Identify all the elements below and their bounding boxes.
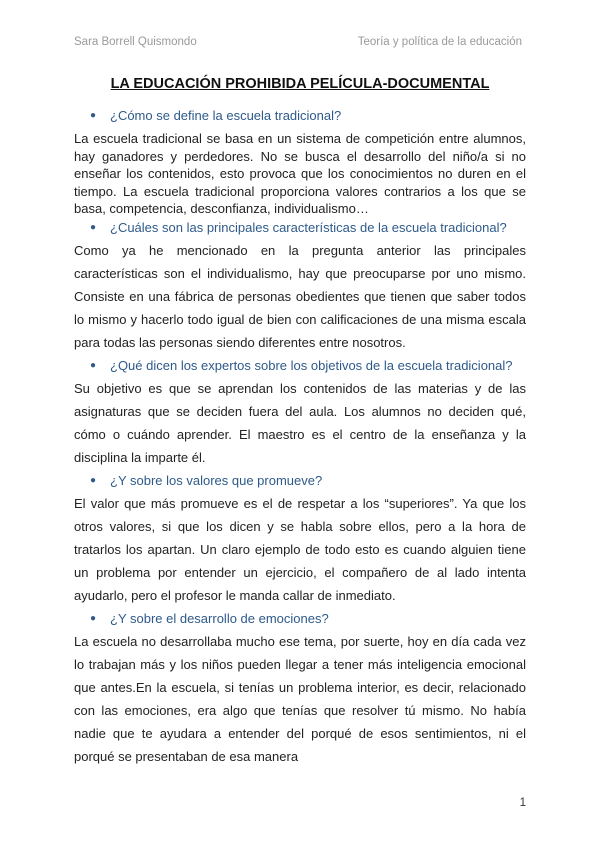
question-text: ¿Y sobre el desarrollo de emociones? — [110, 610, 329, 626]
question-4 — [74, 471, 526, 491]
header-author: Sara Borrell Quismondo — [74, 36, 197, 48]
answer-5: La escuela no desarrollaba mucho ese tema, por suerte, hoy en día cada vez lo trabajan más y los niños pueden llegar a tener más inteligencia emocional que antes.En la escuela, si tenías un problema interior, es decir, relacionado con las emociones, era algo que tenías que resolver tú mismo. No había nadie que te ayudara a entender del porqué de esos sentimientos, ni el porqué se presentaban de esa manera — [74, 633, 526, 764]
bullet-icon: ● — [90, 359, 97, 371]
bullet-icon: ● — [90, 474, 97, 486]
question-3 — [74, 356, 526, 376]
question-text: ¿Cómo se define la escuela tradicional? — [110, 108, 342, 123]
header-course: Teoría y política de la educación — [357, 36, 522, 48]
answer-4: El valor que más promueve es el de respetar a los “superiores”. Ya que los otros valores, si que los dicen y se habla sobre ellos, pero a la hora de tratarlos los apartan. Un claro ejemplo de todo esto es cuando alguien tiene un problema por entender un ejercicio, el compañero de al lado intenta ayudarlo, pero el profesor le manda callar de inmediato. — [74, 495, 526, 603]
bullet-icon: ● — [90, 221, 97, 233]
question-1 — [74, 106, 526, 126]
question-text: ¿Y sobre los valores que promueve? — [110, 472, 323, 488]
bullet-icon: ● — [90, 110, 97, 121]
page-number: 1 — [519, 797, 526, 809]
answer-1: La escuela tradicional se basa en un sistema de competición entre alumnos, hay ganadores y perdedores. No se busca el desarrollo del niño/a si no enseñar los contenidos, esto provoca que los conocimientos no duren en el tiempo. La escuela tradicional proporciona valores contrarios a los que se basa, competencia, desconfianza, individualismo… — [74, 131, 526, 216]
document-title: LA EDUCACIÓN PROHIBIDA PELÍCULA-DOCUMENTAL — [110, 76, 490, 92]
document-body — [74, 104, 526, 768]
section-1 — [74, 106, 526, 218]
answer-3: Su objetivo es que se aprendan los contenidos de las materias y de las asignaturas que se deciden fuera del aula. Los alumnos no deciden qué, cómo o cuándo aprender. El maestro es el centro de la enseñanza y la disciplina la imparte él. — [74, 380, 526, 465]
section-3 — [74, 356, 526, 469]
question-2 — [74, 218, 526, 238]
bullet-icon: ● — [90, 612, 97, 624]
section-5 — [74, 609, 526, 768]
question-text: ¿Qué dicen los expertos sobre los objetivos de la escuela tradicional? — [110, 357, 513, 373]
answer-2: Como ya he mencionado en la pregunta anterior las principales características son el individualismo, hay que preocuparse por uno mismo. Consiste en una fábrica de personas obedientes que tienen que saber todos lo mismo y hacerlo todo igual de bien con calificaciones de una misma escala para todas las personas siendo diferentes entre nosotros. — [74, 242, 526, 350]
section-2 — [74, 218, 526, 354]
question-text: ¿Cuáles son las principales características de la escuela tradicional? — [110, 219, 507, 235]
section-4 — [74, 471, 526, 607]
question-5 — [74, 609, 526, 629]
